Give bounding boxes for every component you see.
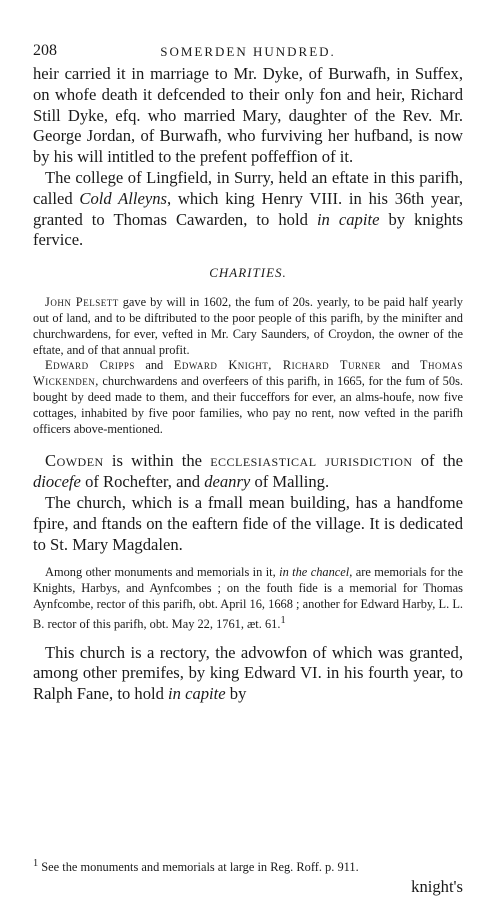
paragraph-4: The church, which is a fmall mean building, has a handfome fpire, and ftands on the eaftern fide of the village. It is dedicated to St. Mary Magdalen. <box>33 492 463 554</box>
footnote-marker: 1 <box>33 858 39 869</box>
italic-term: deanry <box>204 472 251 492</box>
text-span: and <box>381 358 420 373</box>
text-span: of the <box>412 451 463 471</box>
page-body <box>33 64 463 705</box>
italic-term: diocefe <box>33 472 81 492</box>
text-span: by knights fervice. <box>33 209 463 250</box>
text-span: of Rochefter, and <box>80 472 205 492</box>
text-span: churchwardens and overfeers of this parifh, in 1665, for the fum of 50s. bought by deed made to them, and their fucceffors for ever, an alms-houfe, now five cottages, inhabited by five poor families, who pay no rent, now vefted in the parifh officers above-mentioned. <box>33 374 463 436</box>
text-span: The college of Lingfield, in Surry, held an eftate in this parifh, called <box>33 167 463 208</box>
parish-name: Cowden <box>45 451 104 471</box>
donor-name: John Pelsett <box>45 295 119 310</box>
catchword: knight's <box>411 877 463 896</box>
paragraph-1: heir carried it in marriage to Mr. Dyke, of Burwafh, in Suffex, on whofe death it defcended to their only fon and heir, Richard Still Dyke, efq. who married Mary, daughter of the Rev. Mr. George Jordan, of Burwafh, who furviving her hufband, is now by his will intitled to the prefent poffeffion of it. <box>33 64 463 167</box>
footnote <box>33 856 463 875</box>
paragraph-5 <box>33 565 463 632</box>
italic-term: in capite <box>316 209 380 229</box>
text-span: gave by will in 1602, the fum of 20s. yearly, to be paid half yearly out of land, and to be diftributed to the poor people of this parifh, by the minifter and churchwardens, for ever, vefted in Mr. Cary Saunders, of Croydon, the owner of the eftate, and of that annual profit. <box>33 295 463 357</box>
italic-estate-name: Cold Alleyns <box>79 188 167 208</box>
page-number: 208 <box>33 42 57 59</box>
footnote-text: See the monuments and memorials at large in Reg. Roff. p. 911. <box>38 860 359 875</box>
paragraph-6 <box>33 643 463 705</box>
text-span: by <box>225 684 247 704</box>
page-header <box>33 42 463 64</box>
text-span: are memorials for the Knights, Harbys, and Aynfcombes ; on the fouth fide is a memorial for Thomas Aynfcombe, rector of this parifh, obt. April 16, 1668 ; another for Edward Harby, L. L. B. rector of this parifh, obt. May 22, 1761, æt. 61. <box>33 565 463 631</box>
spacer <box>33 437 463 451</box>
page <box>33 42 463 705</box>
italic-term: in capite <box>168 684 226 704</box>
footnote-ref[interactable]: 1 <box>280 614 286 626</box>
text-span: , which king Henry VIII. in his 36th year, granted to Thomas Cawarden, to hold <box>33 188 464 229</box>
jurisdiction-term: ecclesiastical jurisdiction <box>210 451 413 471</box>
spacer <box>33 633 463 643</box>
text-span: and <box>134 358 174 373</box>
paragraph-2 <box>33 168 463 251</box>
text-span: This church is a rectory, the advowfon of which was granted, among other premifes, by king Edward VI. in his fourth year, to Ralph Fane, to hold <box>33 642 463 704</box>
text-span: Among other monuments and memorials in it, <box>45 565 280 580</box>
donor-name: Edward Knight, Richard Turner <box>173 358 382 373</box>
paragraph-3 <box>33 451 463 493</box>
text-span: is within the <box>103 451 211 471</box>
charity-2 <box>33 358 463 437</box>
text-span: of Malling. <box>250 472 330 492</box>
running-head: SOMERDEN HUNDRED. <box>160 44 336 59</box>
spacer <box>33 555 463 565</box>
donor-name: Thomas Wickenden, <box>33 358 463 389</box>
donor-name: Edward Cripps <box>45 358 135 373</box>
charity-1 <box>33 295 463 358</box>
charities-heading: CHARITIES. <box>209 265 287 281</box>
italic-term: in the chancel, <box>279 565 353 580</box>
